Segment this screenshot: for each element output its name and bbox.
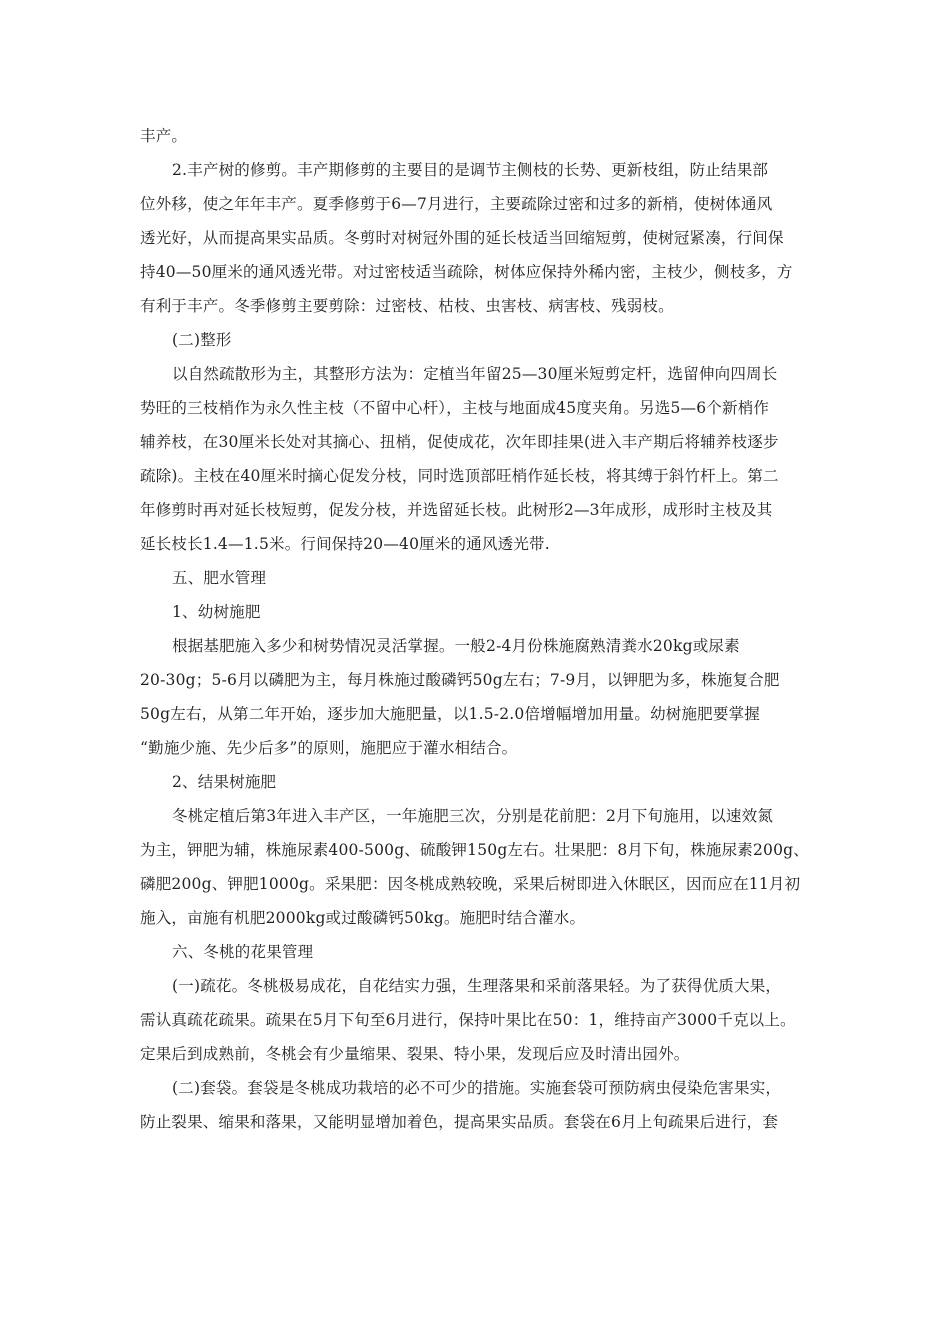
subsection-heading: 1、幼树施肥 [172, 603, 261, 621]
subsection-heading: 2、结果树施肥 [172, 773, 277, 791]
text-line: 磷肥200g、钾肥1000g。采果肥：因冬桃成熟较晚，采果后树即进入休眠区，因而应在11月初 [140, 875, 801, 893]
text-line: 50g左右，从第二年开始，逐步加大施肥量，以1.5-2.0倍增幅增加用量。幼树施肥要掌握 [140, 705, 760, 723]
text-line: 20-30g；5-6月以磷肥为主，每月株施过酸磷钙50g左右；7-9月，以钾肥为多，株施复合肥 [140, 671, 780, 689]
text-line: 为主，钾肥为辅，株施尿素400-500g、硫酸钾150g左右。壮果肥：8月下旬，株施尿素200g、 [140, 841, 810, 859]
section-heading: (二)整形 [172, 331, 232, 349]
text-line: 疏除)。主枝在40厘米时摘心促发分枝，同时选顶部旺梢作延长枝，将其缚于斜竹杆上。第二 [140, 467, 779, 485]
text-line: 以自然疏散形为主，其整形方法为：定植当年留25—30厘米短剪定杆，选留伸向四周长 [172, 365, 778, 383]
section-heading: 六、冬桃的花果管理 [172, 943, 314, 961]
text-line: 辅养枝，在30厘米长处对其摘心、扭梢，促使成花，次年即挂果(进入丰产期后将辅养枝逐步 [140, 433, 779, 451]
text-line: “勤施少施、先少后多”的原则，施肥应于灌水相结合。 [140, 739, 518, 757]
text-line: 透光好，从而提高果实品质。冬剪时对树冠外围的延长枝适当回缩短剪，使树冠紧凑，行间保 [140, 229, 784, 247]
text-line: 持40—50厘米的通风透光带。对过密枝适当疏除，树体应保持外稀内密，主枝少，侧枝多，方 [140, 263, 793, 281]
section-heading: 五、肥水管理 [172, 569, 267, 587]
text-line: 防止裂果、缩果和落果，又能明显增加着色，提高果实品质。套袋在6月上旬疏果后进行，套 [140, 1113, 779, 1131]
text-line: 定果后到成熟前，冬桃会有少量缩果、裂果、特小果，发现后应及时清出园外。 [140, 1045, 690, 1063]
text-line: 需认真疏花疏果。疏果在5月下旬至6月进行，保持叶果比在50：1，维持亩产3000千克以上。 [140, 1011, 796, 1029]
text-line: (一)疏花。冬桃极易成花，自花结实力强，生理落果和采前落果轻。为了获得优质大果， [172, 977, 782, 995]
text-line: 势旺的三枝梢作为永久性主枝（不留中心杆），主枝与地面成45度夹角。另选5—6个新梢作 [140, 399, 770, 417]
text-line: 丰产。 [140, 127, 188, 145]
text-line: 延长枝长1.4—1.5米。行间保持20—40厘米的通风透光带. [140, 535, 550, 553]
text-line: 2.丰产树的修剪。丰产期修剪的主要目的是调节主侧枝的长势、更新枝组，防止结果部 [172, 161, 769, 179]
text-line: (二)套袋。套袋是冬桃成功栽培的必不可少的措施。实施套袋可预防病虫侵染危害果实， [172, 1079, 782, 1097]
text-line: 冬桃定植后第3年进入丰产区，一年施肥三次，分别是花前肥：2月下旬施用，以速效氮 [172, 807, 774, 825]
text-line: 位外移，使之年年丰产。夏季修剪于6—7月进行，主要疏除过密和过多的新梢，使树体通风 [140, 195, 773, 213]
text-line: 年修剪时再对延长枝短剪，促发分枝，并选留延长枝。此树形2—3年成形，成形时主枝及其 [140, 501, 773, 519]
text-line: 根据基肥施入多少和树势情况灵活掌握。一般2-4月份株施腐熟清粪水20kg或尿素 [172, 637, 740, 655]
text-line: 施入，亩施有机肥2000kg或过酸磷钙50kg。施肥时结合灌水。 [140, 909, 586, 927]
text-line: 有利于丰产。冬季修剪主要剪除：过密枝、枯枝、虫害枝、病害枝、残弱枝。 [140, 297, 674, 315]
